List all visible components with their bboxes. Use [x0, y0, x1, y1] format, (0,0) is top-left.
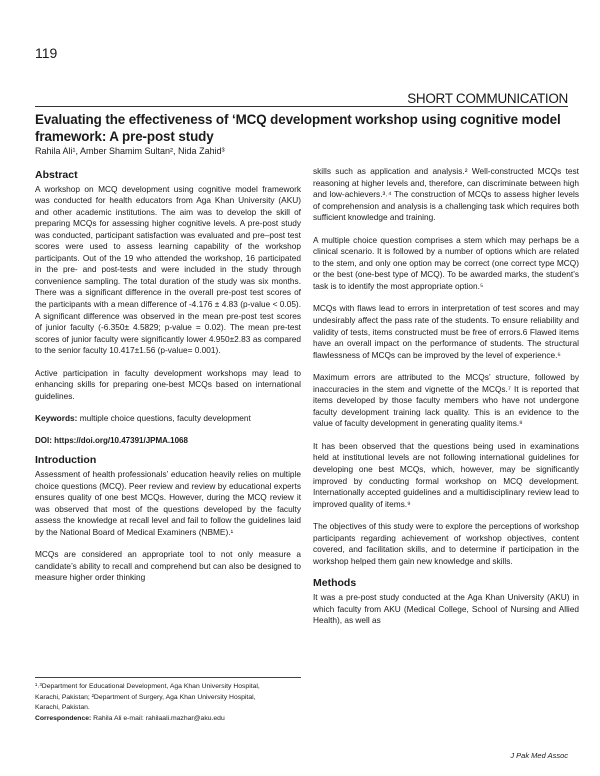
abstract-paragraph: A workshop on MCQ development using cognitive model framework was conducted for health educators from Aga Khan University (AKU) and other academic institutions. The aim was to develop the skill of preparing MCQs for assessing higher cognitive levels. A pre-post study was conducted, participant satisfaction was evaluated and pre–post test scores were used to assess learning capability of the workshop participants. Out of the 19 who attended the workshop, 16 participated in the pre- and post-tests and were included in the study through convenience sampling. The total duration of the study was six months. There was a significant difference in the overall pre-post test scores of the participants with a mean difference of -4.176 ± 4.83 (p-value < 0.05). A significant difference was observed in the mean pre-post test scores of junior faculty (-6.350± 4.5829; p-value = 0.02). The mean pre-test scores of junior faculty were significantly lower 4.950±2.83 as compared to the senior faculty 10.417±1.56 (p-value= 0.001). [35, 183, 301, 356]
abstract-paragraph: Active participation in faculty development workshops may lead to enhancing skills for preparing one-best MCQs based on international guidelines. [35, 367, 301, 401]
right-column [313, 166, 579, 638]
affiliation-footnotes [35, 677, 301, 724]
body-paragraph: It was a pre-post study conducted at the Aga Khan University (AKU) in which faculty from AKU (Medical College, School of Nursing and Allied Health), as well as [313, 591, 579, 626]
correspondence-text: Rahila Ali e-mail: rahilaali.mazhar@aku.edu [91, 714, 225, 722]
left-column [35, 166, 301, 595]
methods-heading: Methods [313, 577, 357, 590]
authors: Rahila Ali¹, Amber Shamim Sultan², Nida Zahid³ [35, 146, 225, 156]
article-title: Evaluating the effectiveness of ‘MCQ development workshop using cognitive model framework: A pre-post study [35, 112, 561, 144]
body-paragraph: A multiple choice question comprises a stem which may perhaps be a clinical scenario. It is followed by a number of options which are related to the stem, and only one option may be correct (one correct type MCQ) or the best (one-best type of MCQ). To be awarded marks, the student’s task is to identify the most appropriate option.⁵ [313, 234, 579, 291]
body-paragraph: skills such as application and analysis.² Well-constructed MCQs test reasoning at higher levels and, therefore, can discriminate between high and low-achievers.³˒⁴ The construction of MCQs to assess higher levels of comprehension and analysis is a challenging task which requires both sufficient knowledge and training. [313, 166, 579, 223]
footnote-line: ¹˒³Department for Educational Development, Aga Khan University Hospital, [35, 683, 260, 690]
header-rule [35, 106, 568, 107]
body-paragraph: Maximum errors are attributed to the MCQs’ structure, followed by inaccuracies in the stem and vignette of the MCQs.⁷ It is reported that items developed by those faculty members who have not undergone faculty development training lack quality. This is an evidence to the value of faculty development in generating quality items.⁸ [313, 372, 579, 429]
section-label: SHORT COMMUNICATION [407, 91, 568, 106]
abstract-heading: Abstract [35, 169, 78, 181]
footnote-line: Karachi, Pakistan. [35, 704, 90, 711]
body-paragraph: Assessment of health professionals’ education heavily relies on multiple choice questions (MCQ). Peer review and review by educational experts ensures quality of one best MCQs. However, during the MCQ review it was observed that most of the questions developed by the faculty assess the knowledge at recall level and fail to follow the guidelines laid by the National Board of Medical Examiners (NBME).¹ [35, 469, 301, 537]
keywords [35, 413, 301, 425]
journal-name: J Pak Med Assoc [510, 751, 568, 760]
page-number: 119 [35, 45, 58, 61]
correspondence-label: Correspondence: [35, 714, 92, 722]
body-paragraph: MCQs are considered an appropriate tool to not only measure a candidate’s ability to recall and comprehend but can also be designed to measure higher order thinking [35, 549, 301, 583]
correspondence [35, 714, 301, 725]
keywords-text: multiple choice questions, faculty development [77, 413, 251, 424]
body-paragraph: MCQs with flaws lead to errors in interpretation of test scores and may undesirably affect the pass rate of the students. To ensure reliability and validity of tests, items constructed must be free of errors.6 Flawed items have an overall impact on the performance of students. The structural flawlessness of MCQs can be improved by the level of experience.⁶ [313, 303, 579, 360]
keywords-label: Keywords: [35, 413, 78, 424]
introduction-heading: Introduction [35, 454, 97, 467]
body-paragraph: The objectives of this study were to explore the perceptions of workshop participants regarding achievement of workshop objectives, content covered, and facilitation skills, and to determine if participation in the workshop helped them gain new knowledge and skills. [313, 521, 579, 566]
body-paragraph: It has been observed that the questions being used in examinations held at institutional levels are not following international guidelines for developing one best MCQs, which, however, may be significantly improved by conducting formal workshop on MCQ development. Internationally accepted guidelines and a multidisciplinary review lead to improved quality of items.⁹ [313, 440, 579, 509]
doi-link[interactable]: DOI: https://doi.org/10.47391/JPMA.1068 [35, 435, 188, 445]
footnote-line: Karachi, Pakistan; ²Department of Surgery, Aga Khan University Hospital, [35, 693, 256, 701]
